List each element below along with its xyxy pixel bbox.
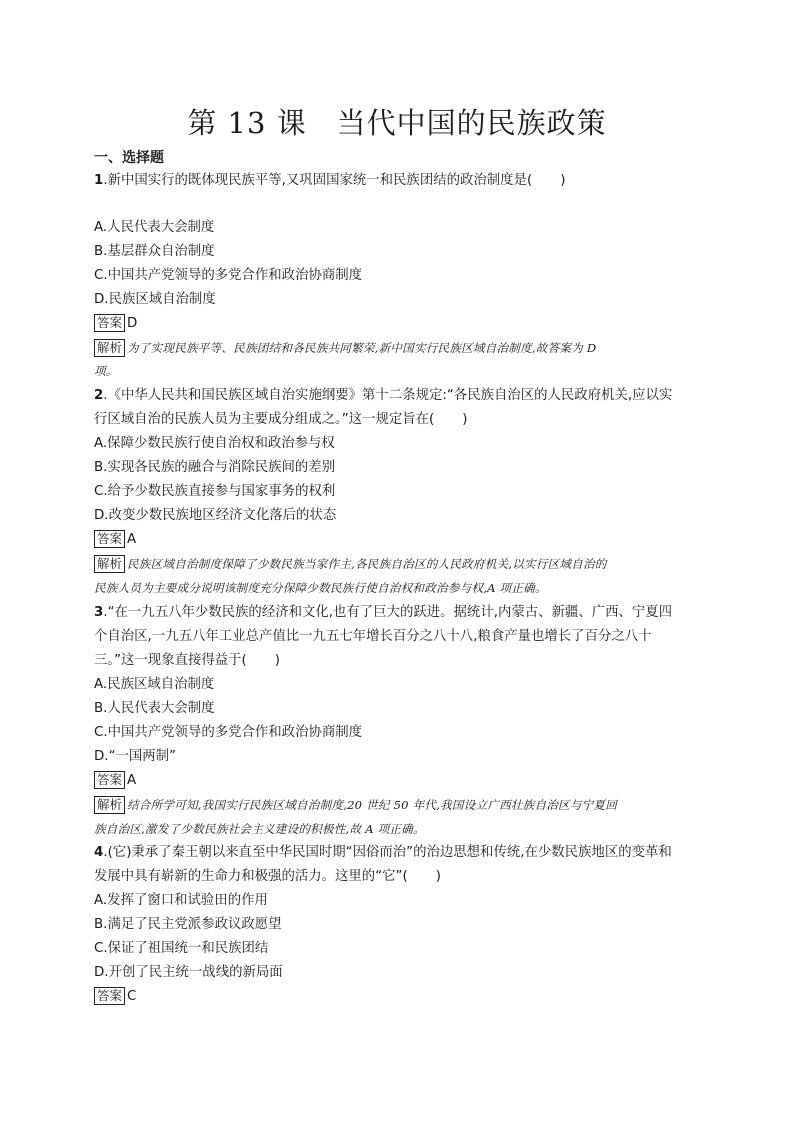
page-title: 第 13 课 当代中国的民族政策 [187,106,607,140]
question-number: 1 [94,173,104,188]
option: D.民族区域自治制度 [94,292,216,307]
option: B.人民代表大会制度 [94,701,215,716]
analysis-row: 解析 结合所学可知,我国实行民族区域自治制度,20 世纪 50 年代,我国设立广西壮族自治区与宁夏回 [94,795,617,816]
option: D.“一国两制” [94,749,177,764]
section-heading: 一、选择题 [94,150,164,166]
question-1-stem: 1.新中国实行的既体现民族平等,又巩固国家统一和民族团结的政治制度是( ) [94,173,566,188]
question-2-stem-cont: 行区域自治的民族人员为主要成分组成之。”这一规定旨在( ) [94,412,468,427]
analysis-tag: 解析 [94,339,125,357]
option: B.实现各民族的融合与消除民族间的差别 [94,460,336,475]
option: A.民族区域自治制度 [94,677,215,692]
answer-row [94,530,136,550]
question-2-stem: 2.《中华人民共和国民族区域自治实施纲要》第十二条规定:“各民族自治区的人民政府机关,应以实 [94,388,673,403]
analysis-tag: 解析 [94,555,125,573]
option: C.中国共产党领导的多党合作和政治协商制度 [94,725,363,740]
analysis-text: 项。 [94,364,118,378]
question-3-stem-cont: 三。”这一现象直接得益于( ) [94,653,280,668]
option: A.保障少数民族行使自治权和政治参与权 [94,436,335,451]
question-number: 2 [94,388,104,403]
answer-row [94,314,137,334]
analysis-row: 解析 民族区域自治制度保障了少数民族当家作主,各民族自治区的人民政府机关,以实行区域自治的 [94,554,607,575]
question-4-stem: 4.(它)秉承了秦王朝以来直至中华民国时期“因俗而治”的治边思想和传统,在少数民族地区的变革和 [94,845,672,860]
option: B.基层群众自治制度 [94,244,215,259]
answer-tag: 答案 [94,987,125,1005]
option: D.改变少数民族地区经济文化落后的状态 [94,508,337,523]
analysis-row: 解析 为了实现民族平等、民族团结和各民族共同繁荣,新中国实行民族区域自治制度,故答案为 D [94,338,596,359]
answer-value: C [127,989,137,1004]
question-3-stem-cont: 个自治区,一九五八年工业总产值比一九五七年增长百分之八十八,粮食产量也增长了百分之八十 [94,629,652,644]
option: A.人民代表大会制度 [94,220,215,235]
option: C.给予少数民族直接参与国家事务的权利 [94,484,336,499]
analysis-text: 族自治区,激发了少数民族社会主义建设的积极性,故 A 项正确。 [94,822,425,836]
analysis-tag: 解析 [94,796,125,814]
analysis-text: 民族人员为主要成分说明该制度充分保障少数民族行使自治权和政治参与权,A 项正确。 [94,581,547,595]
question-number: 3 [94,605,104,620]
answer-row [94,771,136,791]
answer-value: D [127,316,138,331]
option: A.发挥了窗口和试验田的作用 [94,893,268,908]
question-number: 4 [94,845,104,860]
option: B.满足了民主党派参政议政愿望 [94,917,282,932]
answer-value: A [127,532,137,547]
option: C.保证了祖国统一和民族团结 [94,941,269,956]
option: C.中国共产党领导的多党合作和政治协商制度 [94,268,363,283]
question-3-stem: 3.“在一九五八年少数民族的经济和文化,也有了巨大的跃进。据统计,内蒙古、新疆、广西、宁夏四 [94,605,673,620]
answer-value: A [127,773,137,788]
answer-row [94,987,136,1007]
answer-tag: 答案 [94,771,125,789]
question-4-stem-cont: 发展中具有崭新的生命力和极强的活力。这里的“它”( ) [94,869,441,884]
answer-tag: 答案 [94,530,125,548]
answer-tag: 答案 [94,314,125,332]
option: D.开创了民主统一战线的新局面 [94,965,283,980]
